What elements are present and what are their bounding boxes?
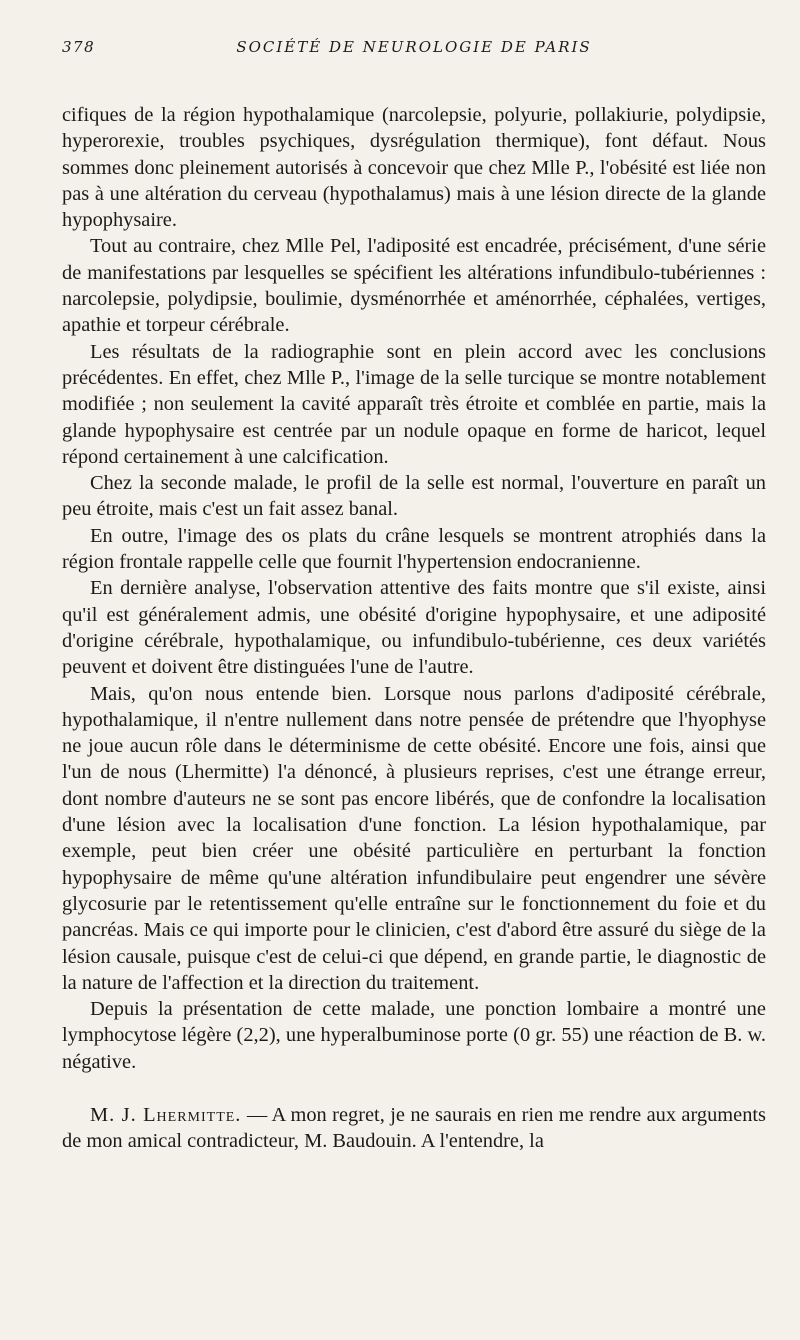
paragraph: En outre, l'image des os plats du crâne lesquels se montrent atrophiés dans la région frontale rappelle celle que fournit l'hypertension endocranienne.	[62, 524, 766, 574]
speaker-name: M. J. Lhermitte.	[90, 1103, 242, 1126]
paragraph: Depuis la présentation de cette malade, une ponction lombaire a montré une lymphocytose légère (2,2), une hyperalbuminose porte (0 gr. 55) une réaction de B. w. négative.	[62, 998, 766, 1073]
paragraph: En dernière analyse, l'observation attentive des faits montre que s'il existe, ainsi qu'il est généralement admis, une obésité d'origine hypophysaire, et une adiposité d'origine cérébrale, hypothalamique, ou infundibulo-tubérienne, ces deux variétés peuvent et doivent être distinguées l'une de l'autre.	[62, 577, 766, 679]
paragraph: cifiques de la région hypothalamique (narcolepsie, polyurie, pollakiurie, polydipsie, hyperorexie, troubles psychiques, dysrégulation thermique), font défaut. Nous sommes donc pleinement autorisés à concevoir que chez Mlle P., l'obésité est liée non pas à une altération du cerveau (hypothalamus) mais à une lésion directe de la glande hypophysaire.	[62, 104, 766, 232]
discussion-paragraph	[62, 1102, 766, 1155]
running-head	[62, 34, 766, 64]
body-text	[62, 102, 766, 1155]
paragraph: Chez la seconde malade, le profil de la selle est normal, l'ouverture en paraît un peu étroite, mais c'est un fait assez banal.	[62, 472, 766, 521]
journal-title: SOCIÉTÉ DE NEUROLOGIE DE PARIS	[236, 38, 592, 56]
paragraph: Tout au contraire, chez Mlle Pel, l'adiposité est encadrée, précisément, d'une série de manifestations par lesquelles se spécifient les altérations infundibulo-tubériennes : narcolepsie, polydipsie, boulimie, dysménorrhée et aménorrhée, céphalées, vertiges, apathie et torpeur cérébrale.	[62, 235, 766, 337]
paragraph: Mais, qu'on nous entende bien. Lorsque nous parlons d'adiposité cérébrale, hypothalamique, il n'entre nullement dans notre pensée de prétendre que l'hyophyse ne joue aucun rôle dans le déterminisme de cette obésité. Encore une fois, ainsi que l'un de nous (Lhermitte) l'a dénoncé, à plusieurs reprises, c'est une étrange erreur, dont nombre d'auteurs ne se sont pas encore libérés, que de confondre la localisation d'une lésion avec la localisation d'une fonction. La lésion hypothalamique, par exemple, peut bien créer une obésité particulière en perturbant la fonction hypophysaire de même qu'une altération infundibulaire peut engendrer une sévère glycosurie par le retentissement qu'elle entraîne sur le fonctionnement du foie et du pancréas. Mais ce qui importe pour le clinicien, c'est d'abord être assuré du siège de la lésion causale, puisque c'est de celui-ci que dépend, en grande partie, le diagnostic de la nature de l'affection et la direction du traitement.	[62, 682, 766, 994]
page-number: 378	[62, 38, 96, 56]
paragraph: Les résultats de la radiographie sont en plein accord avec les conclusions précédentes. En effet, chez Mlle P., l'image de la selle turcique se montre notablement modifiée ; non seulement la cavité apparaît très étroite et comblée en partie, mais la glande hypophysaire est centrée par un nodule opaque en forme de haricot, lequel répond certainement à une calcification.	[62, 340, 766, 468]
discussion-text: — A mon regret, je ne saurais en rien me rendre aux arguments de mon amical contradicteur, M. Baudouin. A l'entendre, la	[62, 1103, 766, 1153]
